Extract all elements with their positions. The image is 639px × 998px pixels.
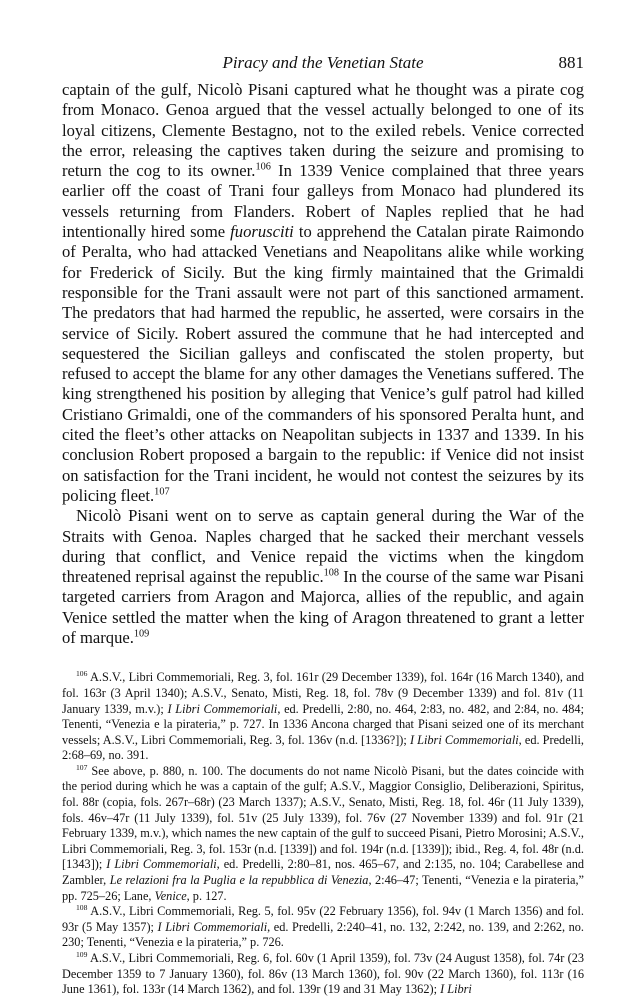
italic-title: Venice: [154, 888, 187, 903]
text-run: In the course of the same war Pisani targeted carriers from Aragon and Majorca, allies of the republic, and again Venice settled the matter when the king of Aragon threatened to grant a letter of marque.: [62, 567, 584, 648]
text-run: Nicolò Pisani went on to serve as captain general during the War of the Straits with Genoa. Naples charged that he sacked their merchant vessels during that conflict, and Venice repaid the victims when the kingdom threatened reprisal against the republic.: [62, 506, 584, 587]
footnote-ref-107[interactable]: 107: [154, 486, 170, 498]
footnote-number: 109: [76, 949, 88, 959]
text-run: captain of the gulf, Nicolò Pisani captured what he thought was a pirate cog from Monaco. Genoa argued that the vessel actually belonged to one of its loyal citizens, Clemente Bestagno, not to the exiled rebels. Venice corrected the error, releasing the captives taken during the seizure and promising to return the cog to its owner.: [62, 80, 584, 181]
text-run: , ed. Predelli, 2:240–41, no. 132, 2:242, no. 139, and 2:262, no. 230; Tenenti, “Venezia e la pirateria,” p. 726.: [62, 919, 584, 950]
footnote-ref-109[interactable]: 109: [133, 628, 150, 640]
italic-title: Le relazioni fra la Puglia e la repubblica di Venezia: [109, 873, 369, 888]
running-header: [62, 50, 584, 76]
footnote-number: 108: [76, 903, 88, 913]
italic-term: fuorusciti: [230, 222, 294, 242]
footnote-ref-108[interactable]: 108: [323, 567, 340, 579]
text-run: A.S.V., Libri Commemoriali, Reg. 3, fol. 161r (29 December 1339), fol. 164r (16 March 1340), and fol. 163r (3 April 1340); A.S.V., Senato, Misti, Reg. 18, fol. 78v (9 December 1339) and fol. 81v (11 January 1339, m.v.);: [62, 670, 584, 716]
italic-title: I Libri Commemoriali: [409, 732, 519, 747]
paragraph-2: [62, 506, 584, 648]
running-title: Piracy and the Venetian State: [222, 53, 424, 72]
text-run: In 1339 Venice complained that three years earlier off the coast of Trani four galleys from Monaco had plundered its vessels returning from Flanders. Robert of Naples replied that he had intentionally hired some: [62, 161, 584, 242]
main-text: [62, 80, 584, 648]
footnote-108: [62, 904, 584, 951]
italic-title: I Libri Commemoriali: [106, 857, 217, 872]
text-run: , ed. Predelli, 2:68–69, no. 391.: [62, 732, 584, 763]
footnote-number: 107: [76, 762, 88, 772]
italic-title: I Libri Commemoriali: [167, 701, 278, 716]
italic-title: I Libri: [440, 982, 472, 997]
text-run: , ed. Predelli, 2:80, no. 464, 2:83, no. 482, and 2:84, no. 484; Tenenti, “Venezia e la pirateria,” p. 727. In 1336 Ancona charged that Pisani seized one of its merchant vessels; A.S.V., Libri Commemoriali, Reg. 3, fol. 136v (n.d. [1336?]);: [62, 701, 584, 747]
text-run: See above, p. 880, n. 100. The documents do not name Nicolò Pisani, but the dates coincide with the period during which he was a captain of the gulf; A.S.V., Maggior Consiglio, Deliberazioni, Spiritus, fol. 88r (copia, fols. 267r–68r) (23 March 1337); A.S.V., Senato, Misti, Reg. 18, fol. 46r (11 July 1339), fols. 46v–47r (11 July 1339), fol. 51v (25 July 1339), fol. 76v (27 November 1339) and fol. 91r (21 February 1339, m.v.), which names the new captain of the gulf to succeed Pisani, Pietro Morosini; A.S.V., Libri Commemoriali, Reg. 3, fol. 153r (n.d. [1339]) and fol. 194r (n.d. [1339]); ibid., Reg. 4, fol. 48r (n.d. [1343]);: [62, 763, 584, 872]
text-run: A.S.V., Libri Commemoriali, Reg. 5, fol. 95v (22 February 1356), fol. 94v (1 March 1356) and fol. 93r (5 May 1357);: [62, 904, 584, 934]
italic-title: I Libri Commemoriali: [157, 919, 268, 934]
text-run: , p. 127.: [186, 888, 227, 903]
text-run: to apprehend the Catalan pirate Raimondo of Peralta, who had attacked Venetians and Neapolitans alike while working for Frederick of Sicily. But the king firmly maintained that the Grimaldi responsible for the Trani assault were not part of this sanctioned armament. The predators that had harmed the republic, he asserted, were corsairs in the service of Sicily. Robert assured the commune that he had intercepted and sequestered the Sicilian galleys and confiscated the stolen property, but refused to accept the blame for any other damages the Venetians suffered. The king strengthened his position by alleging that Venice’s gulf patrol had killed Cristiano Grimaldi, one of the commanders of his sponsored Peralta hunt, and cited the fleet’s other attacks on Neapolitan subjects in 1337 and 1339. In his conclusion Robert proposed a bargain to the republic: if Venice did not insist on satisfaction for the Trani incident, he would not contest the seizures by its policing fleet.: [62, 222, 584, 505]
footnotes: [62, 670, 584, 997]
paragraph-1: [62, 80, 584, 506]
text-run: , 2:46–47; Tenenti, “Venezia e la pirateria,” pp. 725–26; Lane,: [62, 873, 584, 903]
footnote-ref-106[interactable]: 106: [255, 161, 271, 173]
journal-page: [62, 50, 584, 998]
text-run: A.S.V., Libri Commemoriali, Reg. 6, fol. 60v (1 April 1359), fol. 73v (24 August 1358), fol. 74r (23 December 1359 to 7 January 1360), fol. 86v (13 March 1360), fol. 90v (22 March 1360), fol. 113r (16 June 1361), fol. 133r (14 March 1362), and fol. 139r (19 and 31 May 1362);: [62, 951, 584, 997]
page-number: 881: [558, 53, 584, 72]
footnote-107: [62, 764, 584, 904]
footnote-number: 106: [76, 669, 88, 679]
footnote-106: [62, 670, 584, 764]
text-run: , ed. Predelli, 2:80–81, nos. 465–67, and 2:135, no. 104; Carabellese and Zambler,: [62, 857, 584, 888]
footnote-109: [62, 951, 584, 998]
